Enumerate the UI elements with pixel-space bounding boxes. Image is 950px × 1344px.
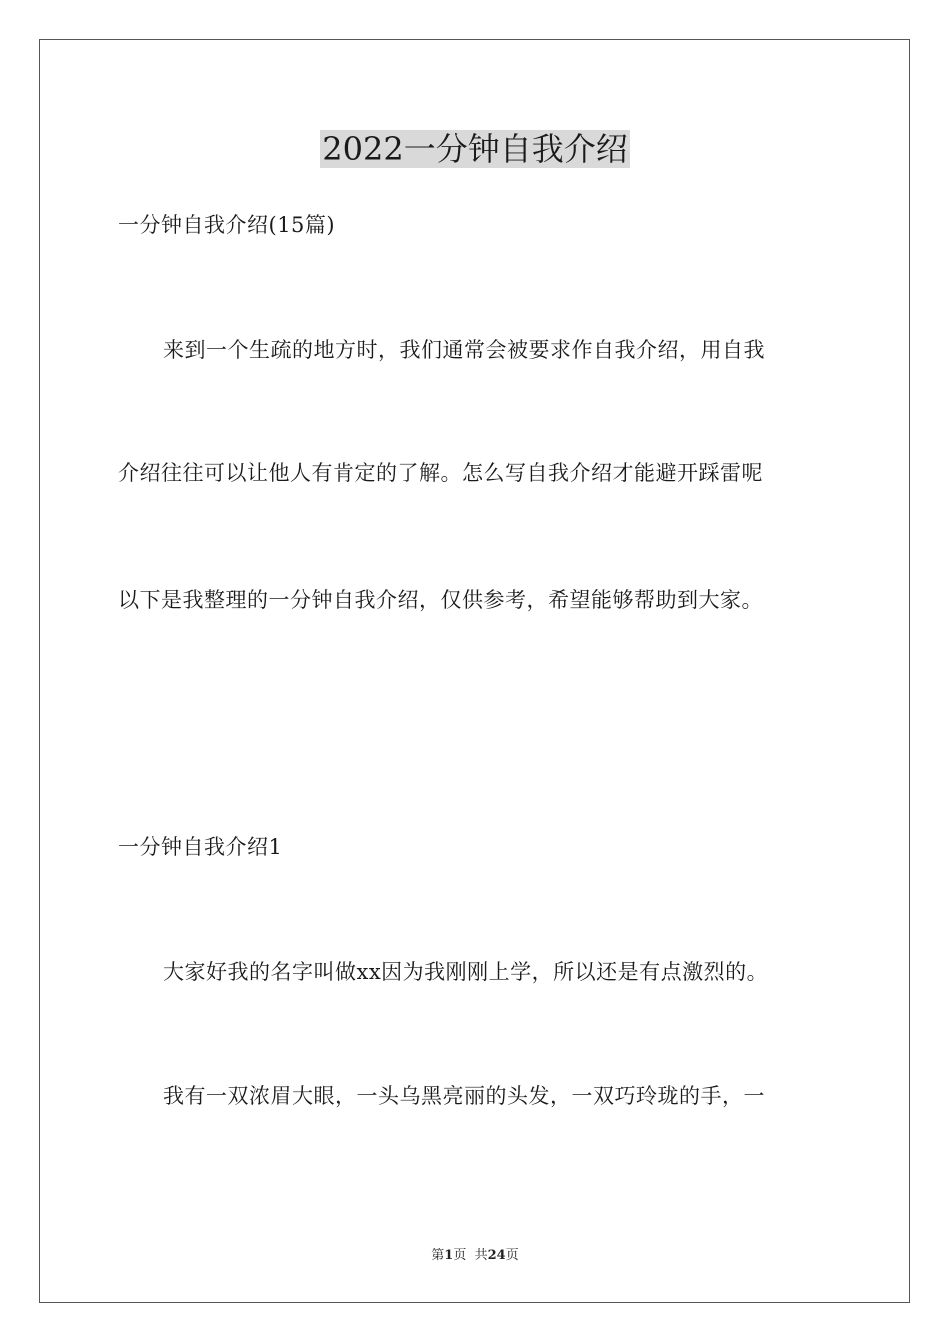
- document-title: [0, 128, 950, 170]
- section-line-1: 大家好我的名字叫做xx因为我刚刚上学，所以还是有点激烈的。: [163, 960, 769, 984]
- footer-page-mid: 页 共: [453, 1248, 488, 1263]
- footer-page-current: 1: [444, 1248, 454, 1263]
- section-heading: 一分钟自我介绍1: [118, 835, 283, 859]
- document-subtitle: 一分钟自我介绍(15篇): [118, 213, 336, 237]
- footer-page-suffix: 页: [505, 1248, 519, 1263]
- intro-line-1: 来到一个生疏的地方时，我们通常会被要求作自我介绍，用自我: [163, 338, 765, 362]
- intro-line-2: 介绍往往可以让他人有肯定的了解。怎么写自我介绍才能避开踩雷呢: [118, 461, 763, 485]
- page-footer: [0, 1247, 950, 1265]
- section-line-2: 我有一双浓眉大眼，一头乌黑亮丽的头发，一双巧玲珑的手，一: [163, 1084, 765, 1108]
- intro-line-3: 以下是我整理的一分钟自我介绍，仅供参考，希望能够帮助到大家。: [118, 588, 763, 612]
- footer-page-total: 24: [487, 1248, 506, 1263]
- footer-page-prefix: 第: [431, 1248, 445, 1263]
- document-title-text: 2022一分钟自我介绍: [322, 130, 628, 168]
